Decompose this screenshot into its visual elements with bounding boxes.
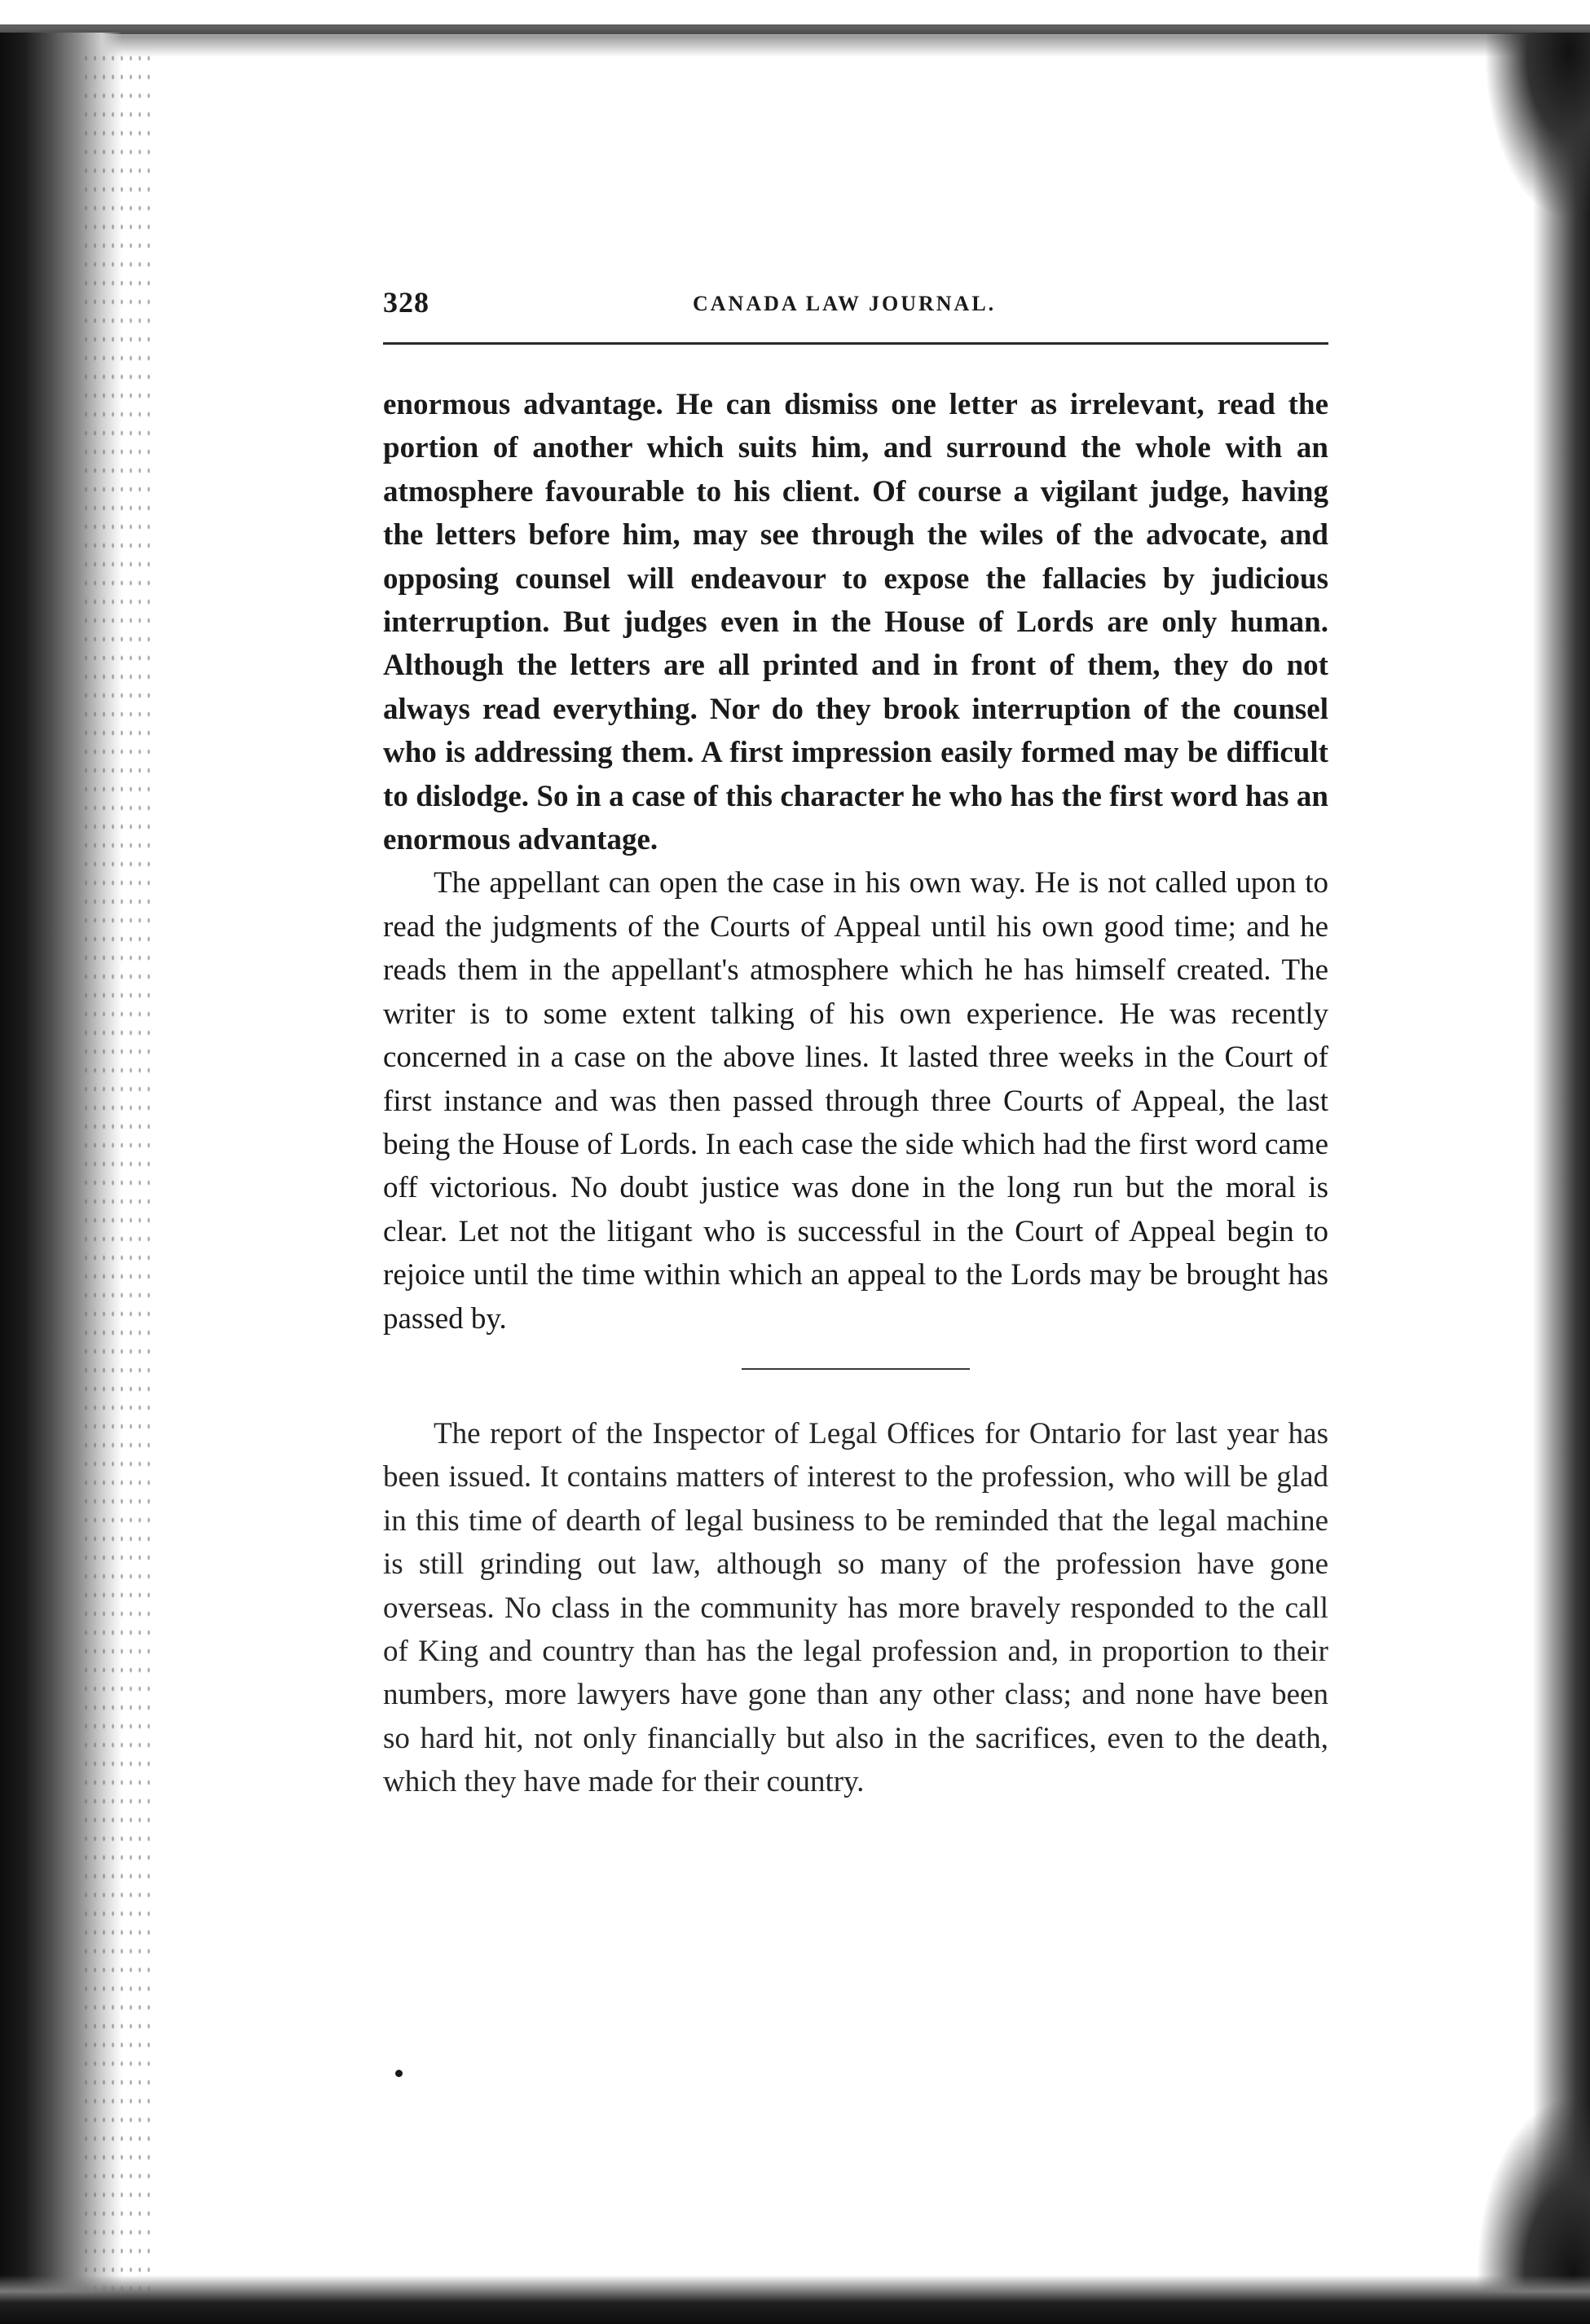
scan-speck xyxy=(395,2070,403,2077)
scan-edge-right-top-shadow xyxy=(1484,33,1590,220)
scan-edge-left-speckle xyxy=(81,49,155,2298)
section-divider xyxy=(742,1368,970,1370)
running-head: CANADA LAW JOURNAL. xyxy=(693,292,997,315)
scan-edge-top-shadow xyxy=(0,24,1590,34)
header-rule xyxy=(383,342,1328,345)
paragraph-appellant: The appellant can open the case in his own way. He is not called upon to read the judgments of the Courts of Appeal until his own good time; and he reads them in the appellant's atmosphere which he has himself created. The writer is to some extent talking of his own experience. He was recently concerned in a case on the above lines. It lasted three weeks in the Court of first instance and was then passed through three Courts of Appeal, the last being the House of Lords. In each case the side which had the first word came off victorious. No doubt justice was done in the long run but the moral is clear. Let not the litigant who is successful in the Court of Appeal begin to rejoice until the time within which an appeal to the Lords may be brought has passed by. xyxy=(383,866,1328,1336)
article-body xyxy=(383,383,1328,1804)
paragraph-continuation: enormous advantage. He can dismiss one letter as irrelevant, read the portion of another which suits him, and surround the whole with an atmosphere favourable to his client. Of course a vigilant judge, having the letters before him, may see through the wiles of the advocate, and opposing counsel will endeavour to expose the fallacies by judicious interruption. But judges even in the House of Lords are only human. Although the letters are all printed and in front of them, they do not always read everything. Nor do they brook interruption of the counsel who is addressing them. A first impression easily formed may be difficult to dislodge. So in a case of this character he who has the first word has an enormous advantage. xyxy=(383,388,1328,857)
page-number: 328 xyxy=(383,286,429,319)
scan-edge-bottom xyxy=(0,2275,1590,2324)
paragraph-inspector-report: The report of the Inspector of Legal Offices for Ontario for last year has been issued. It contains matters of interest to the profession, who will be glad in this time of dearth of legal business to be reminded that the legal machine is still grinding out law, although so many of the profession have gone overseas. No class in the community has more bravely responded to the call of King and country than has the legal profession and, in proportion to their numbers, more lawyers have gone than any other class; and none have been so hard hit, not only financially but also in the sacrifices, even to the death, which they have made for their country. xyxy=(383,1416,1328,1799)
scan-edge-right xyxy=(1533,33,1590,2324)
page-header xyxy=(383,285,1328,334)
